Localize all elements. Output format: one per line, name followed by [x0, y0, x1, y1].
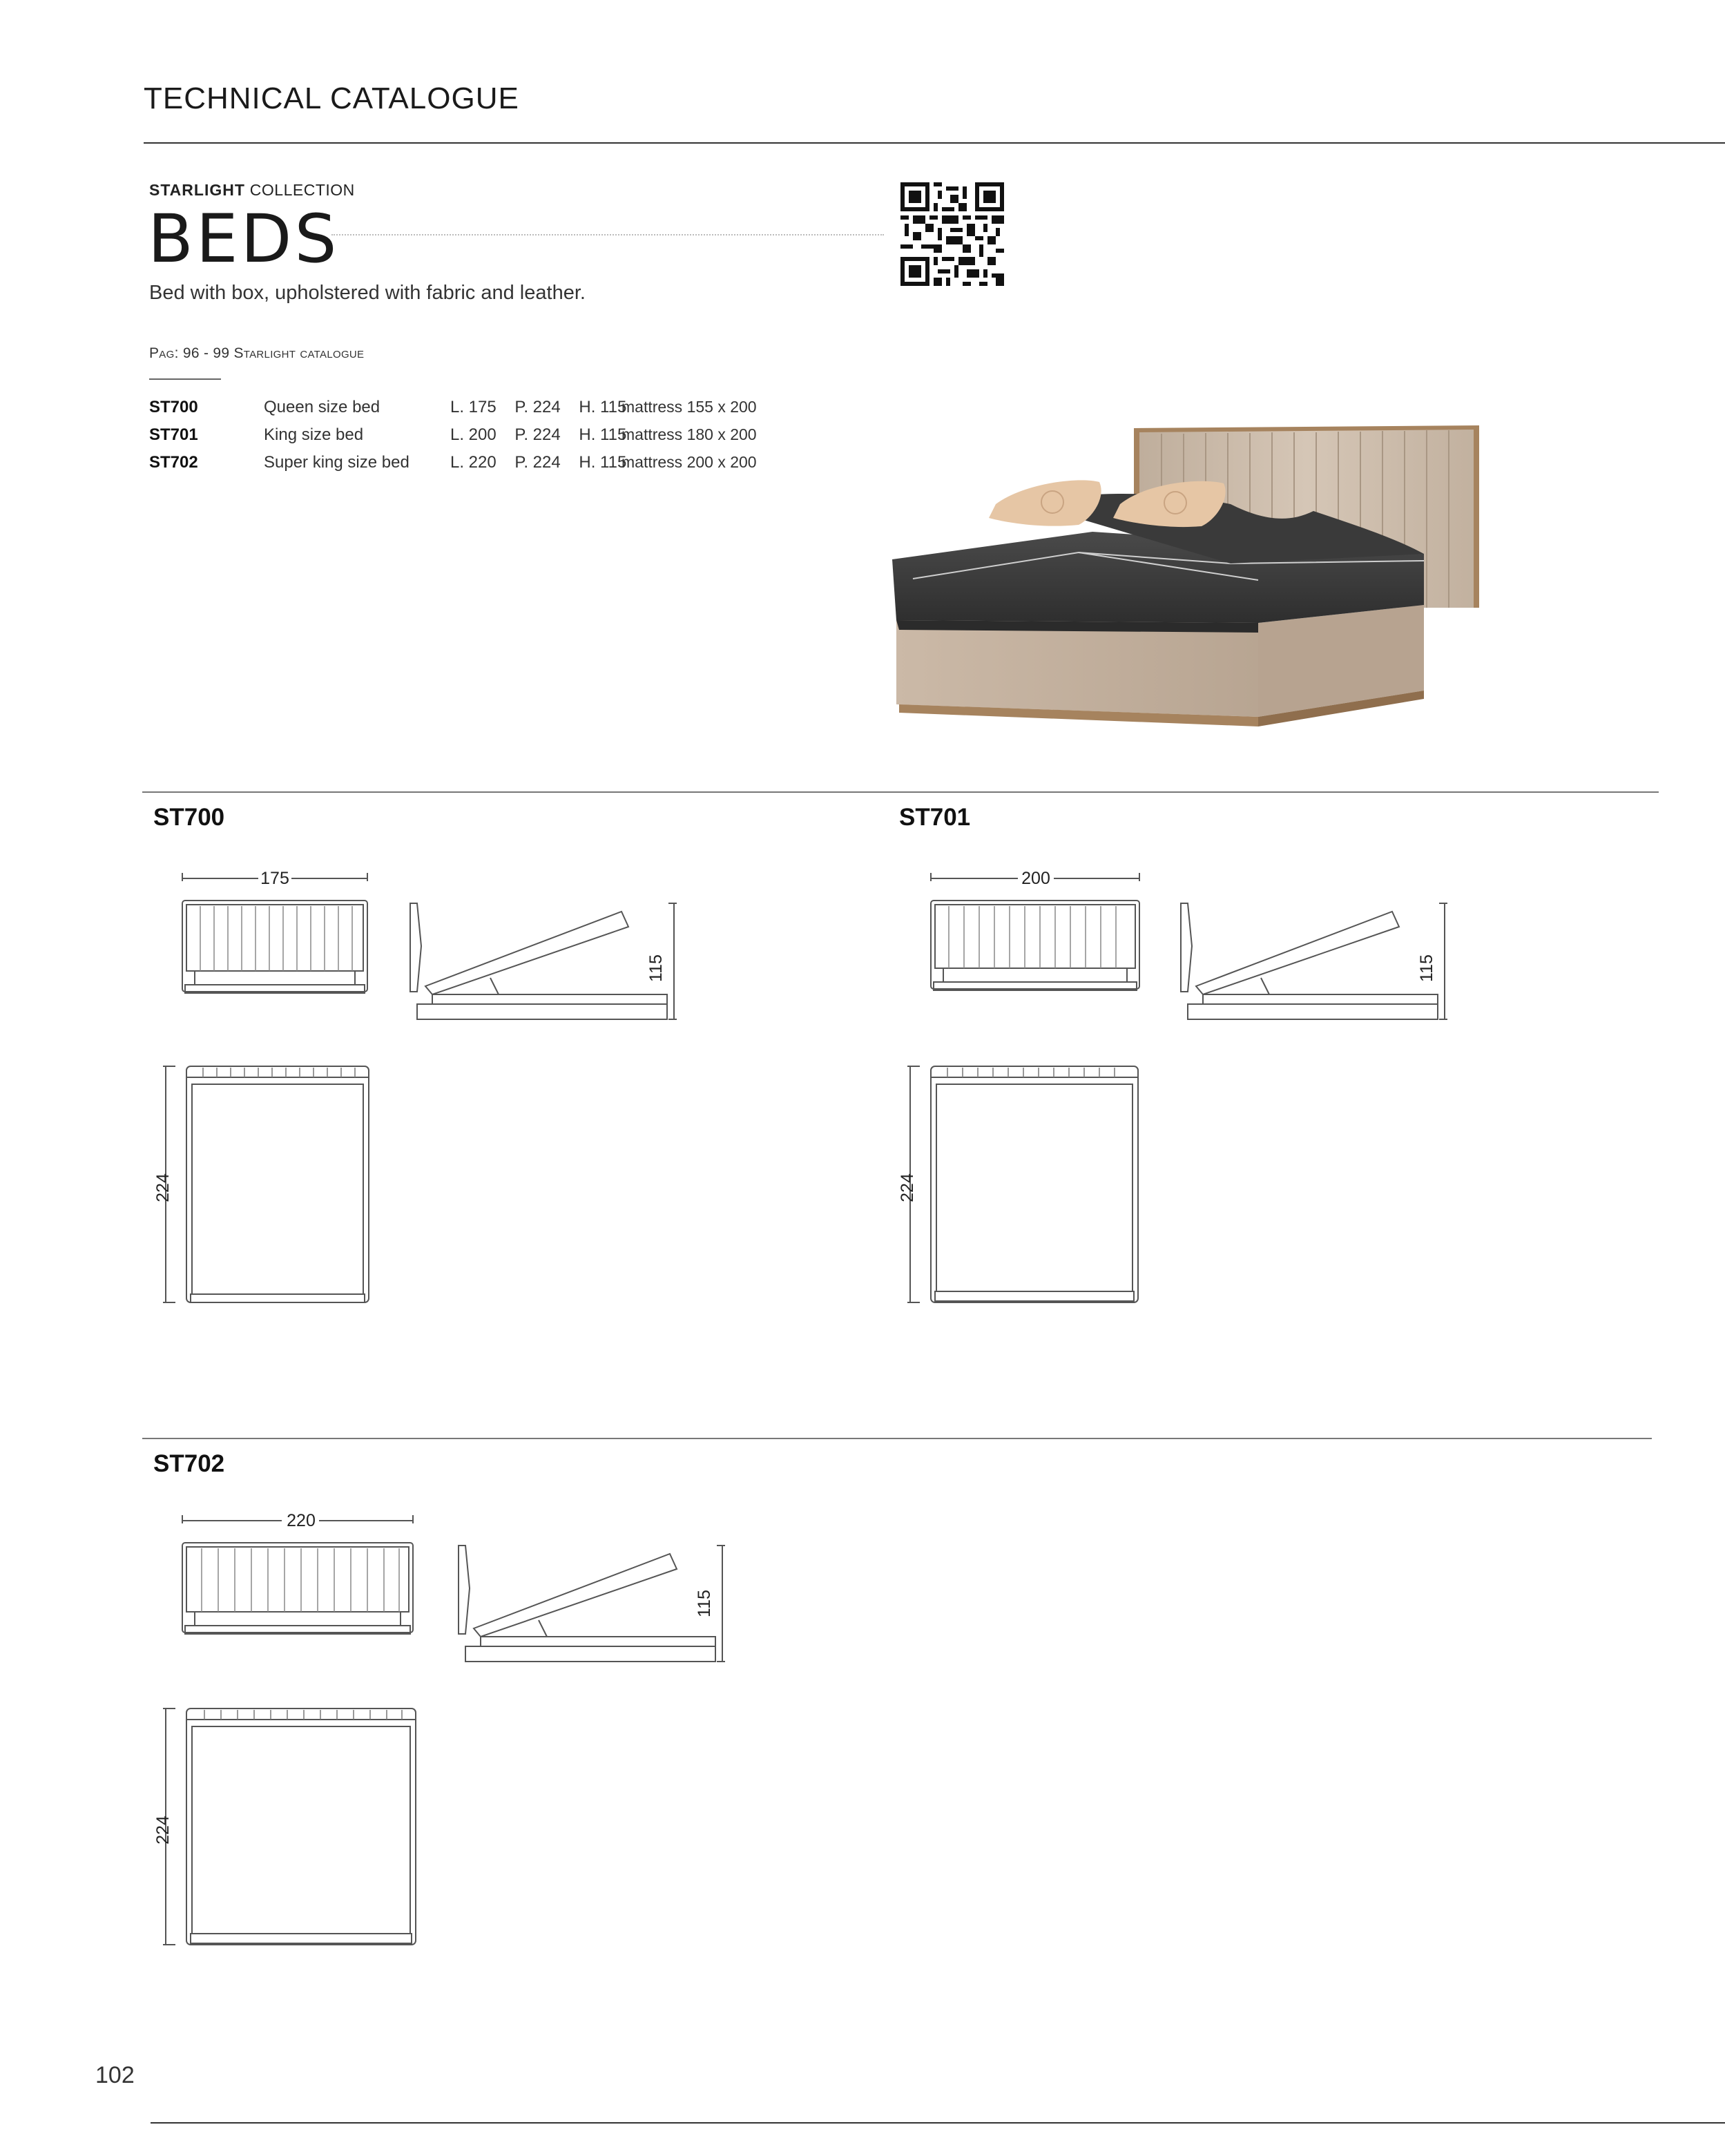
spec-dimensions: L. 200 P. 224 H. 115: [450, 425, 627, 444]
spec-mattress: mattress 200 x 200: [621, 453, 757, 471]
qr-code-icon[interactable]: [900, 182, 1004, 286]
spec-description: Super king size bed: [264, 453, 409, 472]
height-dimension-label: 115: [646, 954, 666, 982]
spec-code: ST701: [149, 425, 198, 444]
st702-front-view: [166, 1505, 428, 1671]
depth-dimension-label: 224: [898, 1173, 917, 1202]
st700-front-view: [166, 863, 387, 1029]
st700-side-view: [401, 891, 691, 1029]
section-divider: [142, 1438, 1652, 1439]
spec-description: Queen size bed: [264, 398, 380, 416]
st701-top-view: [896, 1057, 1159, 1312]
width-dimension-label: 200: [1021, 869, 1050, 888]
collection-name: STARLIGHT: [149, 181, 245, 199]
section-title-st701: ST701: [899, 804, 971, 831]
collection-label: [149, 181, 355, 200]
st702-side-view: [449, 1533, 739, 1671]
spec-mattress: mattress 180 x 200: [621, 425, 757, 443]
st700-top-view: [152, 1057, 387, 1312]
spec-mattress: mattress 155 x 200: [621, 398, 757, 416]
section-title-st700: ST700: [153, 804, 225, 831]
section-divider: [142, 791, 1659, 793]
depth-dimension-label: 224: [153, 1816, 173, 1845]
bed-product-image: [871, 401, 1521, 753]
spec-dimensions: L. 220 P. 224 H. 115: [450, 453, 627, 472]
st702-top-view: [152, 1699, 428, 1954]
height-dimension-label: 115: [1417, 954, 1436, 982]
title-dotted-rule: [331, 234, 884, 235]
st701-front-view: [916, 863, 1164, 1029]
catalogue-header-title: TECHNICAL CATALOGUE: [144, 81, 519, 115]
spec-dimensions: L. 175 P. 224 H. 115: [450, 398, 627, 416]
page-reference-rule: [149, 378, 221, 380]
collection-suffix: COLLECTION: [249, 181, 355, 199]
header-divider: [144, 142, 1725, 144]
footer-divider: [151, 2122, 1725, 2124]
depth-dimension-label: 224: [153, 1173, 173, 1202]
spec-description: King size bed: [264, 425, 364, 444]
page-title: BEDS: [148, 200, 340, 278]
st701-side-view: [1174, 891, 1464, 1029]
spec-code: ST700: [149, 398, 198, 416]
page-number: 102: [95, 2062, 135, 2088]
spec-code: ST702: [149, 453, 198, 472]
page-reference: Pag: 96 - 99 Starlight catalogue: [149, 345, 365, 361]
section-title-st702: ST702: [153, 1450, 225, 1477]
width-dimension-label: 175: [260, 869, 289, 888]
product-description: Bed with box, upholstered with fabric and leather.: [149, 282, 586, 304]
width-dimension-label: 220: [287, 1511, 316, 1530]
height-dimension-label: 115: [695, 1590, 714, 1617]
